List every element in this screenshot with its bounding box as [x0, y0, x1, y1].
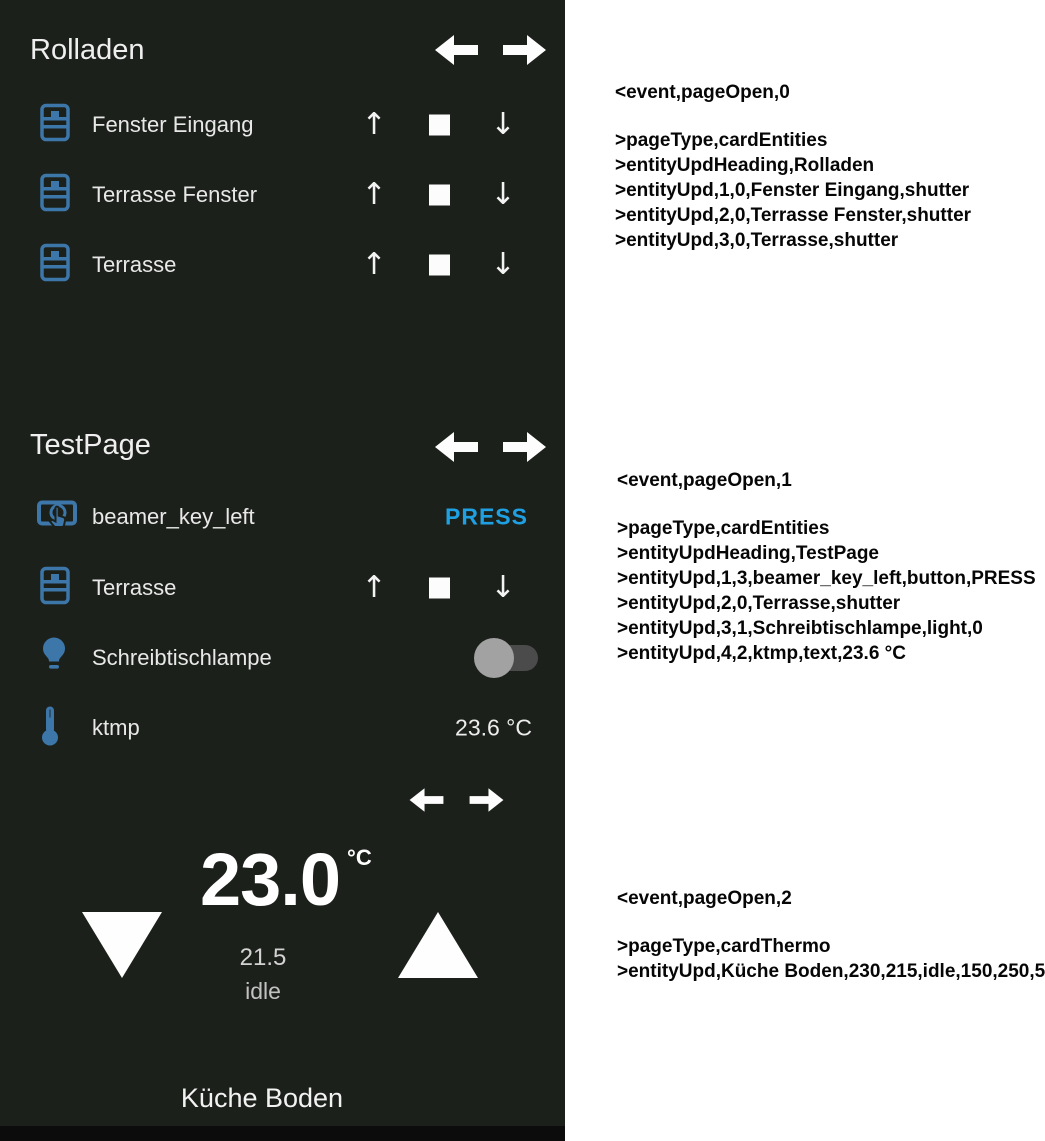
panel-footer-bar — [0, 1126, 565, 1141]
nav-next-button[interactable] — [468, 783, 505, 822]
entity-label: Terrasse — [92, 252, 177, 277]
log-line: >entityUpd,4,2,ktmp,text,23.6 °C — [617, 643, 906, 664]
entity-label: Terrasse — [92, 575, 177, 600]
log-line: >pageType,cardEntities — [617, 518, 830, 539]
log-event-line: <event,pageOpen,1 — [617, 470, 792, 491]
log-event-line: <event,pageOpen,0 — [615, 82, 790, 103]
shutter-up-button[interactable]: ↑ — [361, 247, 387, 282]
thermometer-icon — [40, 705, 60, 752]
log-line: >pageType,cardThermo — [617, 936, 831, 957]
nav-prev-button[interactable] — [433, 33, 480, 72]
gesture-tap-button-icon — [36, 495, 78, 540]
arrow-right-bold-icon — [468, 804, 505, 821]
log-line: >entityUpdHeading,TestPage — [617, 543, 880, 564]
shutter-up-button[interactable]: ↑ — [361, 570, 387, 605]
shutter-down-button[interactable]: ↓ — [490, 247, 516, 282]
light-toggle-switch[interactable] — [474, 638, 538, 678]
window-shutter-icon — [40, 104, 70, 147]
entity-label: ktmp — [92, 715, 140, 740]
shutter-stop-button[interactable] — [429, 115, 450, 136]
log-line: >entityUpdHeading,Rolladen — [615, 155, 875, 176]
setpoint-decrease-button[interactable] — [80, 910, 164, 985]
entity-row-shutter — [0, 241, 565, 289]
shutter-down-button[interactable]: ↓ — [490, 177, 516, 212]
entity-row-light — [0, 634, 565, 682]
shutter-down-button[interactable]: ↓ — [490, 570, 516, 605]
log-block-page0 — [615, 80, 971, 253]
press-button[interactable]: PRESS — [445, 503, 528, 530]
entity-row-shutter — [0, 564, 565, 612]
entity-row-button — [0, 493, 565, 541]
nav-next-button[interactable] — [501, 33, 548, 72]
temperature-unit: °C — [347, 845, 372, 870]
entity-label: beamer_key_left — [92, 504, 255, 529]
arrow-left-bold-icon — [408, 804, 445, 821]
entity-label: Schreibtischlampe — [92, 645, 272, 670]
page-title-testpage: TestPage — [30, 429, 151, 461]
nav-prev-button[interactable] — [433, 430, 480, 469]
arrow-right-bold-icon — [501, 54, 548, 71]
entity-label: Terrasse Fenster — [92, 182, 258, 207]
setpoint-increase-button[interactable] — [396, 910, 480, 985]
log-line: >entityUpd,2,0,Terrasse Fenster,shutter — [615, 205, 972, 226]
shutter-up-button[interactable]: ↑ — [361, 107, 387, 142]
log-line: >entityUpd,1,3,beamer_key_left,button,PRESS — [617, 568, 1036, 589]
entity-row-shutter — [0, 171, 565, 219]
shutter-up-button[interactable]: ↑ — [361, 177, 387, 212]
log-block-page2 — [617, 886, 1045, 984]
shutter-stop-button[interactable] — [429, 255, 450, 276]
log-line: >entityUpd,3,1,Schreibtischlampe,light,0 — [617, 618, 983, 639]
thermostat-name: Küche Boden — [180, 1083, 344, 1113]
arrow-left-bold-icon — [433, 451, 480, 468]
triangle-up-icon — [396, 967, 480, 984]
arrow-left-bold-icon — [433, 54, 480, 71]
log-event-line: <event,pageOpen,2 — [617, 888, 792, 909]
shutter-stop-button[interactable] — [429, 185, 450, 206]
lightbulb-icon — [40, 636, 68, 681]
log-block-page1 — [617, 468, 1036, 666]
shutter-down-button[interactable]: ↓ — [490, 107, 516, 142]
entity-row-text — [0, 704, 565, 752]
log-line: >entityUpd,2,0,Terrasse,shutter — [617, 593, 901, 614]
window-shutter-icon — [40, 567, 70, 610]
log-line: >pageType,cardEntities — [615, 130, 828, 151]
page-title-rolladen: Rolladen — [30, 34, 145, 66]
nav-prev-button[interactable] — [408, 783, 445, 822]
triangle-down-icon — [80, 967, 164, 984]
log-line: >entityUpd,3,0,Terrasse,shutter — [615, 230, 899, 251]
entity-value: 23.6 °C — [455, 714, 532, 741]
toggle-knob — [474, 638, 514, 678]
nav-next-button[interactable] — [501, 430, 548, 469]
setpoint-temperature: 21.5 — [239, 944, 287, 971]
log-line: >entityUpd,Küche Boden,230,215,idle,150,250,5 — [617, 961, 1045, 982]
entity-label: Fenster Eingang — [92, 112, 254, 137]
current-temperature-value: 23.0 — [200, 838, 341, 921]
hvac-status: idle — [245, 978, 281, 1004]
window-shutter-icon — [40, 174, 70, 217]
entity-row-shutter — [0, 101, 565, 149]
arrow-right-bold-icon — [501, 451, 548, 468]
window-shutter-icon — [40, 244, 70, 287]
shutter-stop-button[interactable] — [429, 578, 450, 599]
log-line: >entityUpd,1,0,Fenster Eingang,shutter — [615, 180, 970, 201]
current-temperature — [200, 840, 372, 938]
